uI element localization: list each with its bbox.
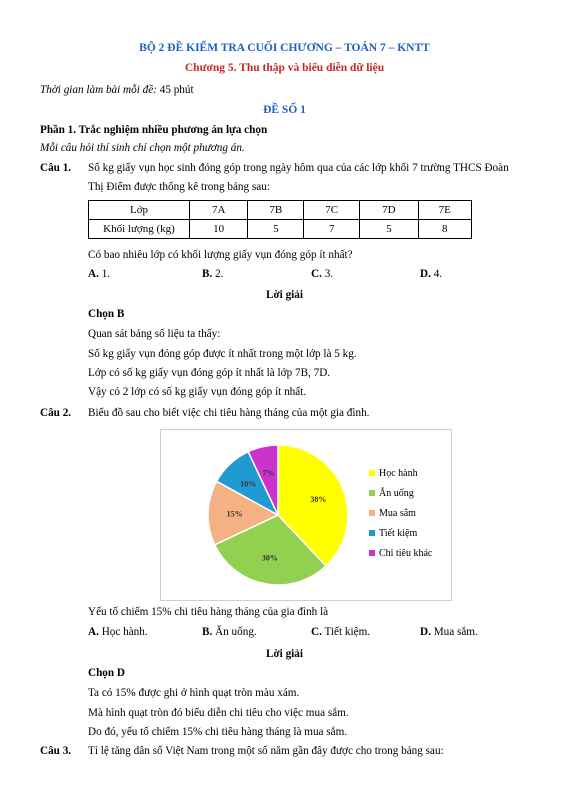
q2-answer: Chọn D — [88, 667, 125, 679]
table-cell: 7D — [360, 201, 418, 220]
q1-solution-line: Vậy có 2 lớp có số kg giấy vụn đóng góp ít nhất. — [88, 386, 307, 398]
option-key: A. — [88, 268, 99, 280]
q3-text: Tỉ lệ tăng dân số Việt Nam trong một số năm gần đây được cho trong bảng sau: — [88, 745, 444, 757]
q2-text: Biểu đồ sau cho biết việc chi tiêu hàng tháng của một gia đình. — [88, 407, 370, 419]
option-text: 4. — [433, 268, 443, 280]
legend-label: Ăn uống — [379, 488, 414, 499]
part1-title: Phần 1. Trắc nghiệm nhiều phương án lựa chọn — [40, 124, 268, 136]
q1-option-d[interactable] — [420, 268, 442, 280]
q1-answer: Chọn B — [88, 308, 125, 320]
legend-swatch — [369, 490, 375, 496]
table-cell: Lớp — [89, 201, 190, 220]
table-cell: 7C — [304, 201, 360, 220]
option-text: Ăn uống. — [215, 626, 257, 638]
option-text: 1. — [101, 268, 111, 280]
option-text: 2. — [215, 268, 224, 280]
option-key: D. — [420, 268, 431, 280]
q1-option-c[interactable] — [311, 268, 333, 280]
option-text: Tiết kiệm. — [324, 626, 371, 638]
q1-label: Câu 1. — [40, 162, 72, 174]
q2-option-c[interactable] — [311, 626, 370, 638]
q1-solution-line: Quan sát bảng số liệu ta thấy: — [88, 328, 221, 340]
option-text: 3. — [324, 268, 334, 280]
pie-data-label: 30% — [261, 553, 278, 563]
table-cell: 7A — [190, 201, 248, 220]
pie-chart-frame — [160, 429, 452, 601]
q1-table — [88, 200, 472, 239]
pie-chart — [161, 430, 451, 600]
option-text: Học hành. — [101, 626, 148, 638]
q2-option-a[interactable] — [88, 626, 148, 638]
legend-label: Tiết kiệm — [379, 528, 418, 539]
q2-label: Câu 2. — [40, 407, 72, 419]
q1-text-line1: Số kg giấy vụn học sinh đóng góp trong ngày hôm qua của các lớp khối 7 trường THCS Đoàn — [88, 162, 509, 174]
option-key: D. — [420, 626, 431, 638]
table-cell: 10 — [190, 220, 248, 239]
time-line — [40, 84, 194, 96]
q1-solution-title: Lời giải — [266, 289, 303, 301]
exam-title: ĐỀ SỐ 1 — [263, 104, 306, 116]
option-key: A. — [88, 626, 99, 638]
chapter-title: Chương 5. Thu thập và biểu diễn dữ liệu — [184, 62, 385, 74]
q1-option-b[interactable] — [202, 268, 223, 280]
legend-swatch — [369, 550, 375, 556]
q2-option-d[interactable] — [420, 626, 478, 638]
q1-solution-line: Số kg giấy vụn đóng góp được ít nhất trong một lớp là 5 kg. — [88, 348, 357, 360]
table-cell: Khối lượng (kg) — [89, 220, 190, 239]
time-value: 45 phút — [159, 84, 194, 96]
option-key: B. — [202, 268, 213, 280]
q1-option-a[interactable] — [88, 268, 110, 280]
q2-question: Yếu tố chiếm 15% chi tiêu hàng tháng của gia đình là — [88, 606, 329, 618]
q2-solution-line: Ta có 15% được ghi ở hình quạt tròn màu xám. — [88, 687, 300, 699]
part1-note: Mỗi câu hỏi thí sinh chỉ chọn một phương án. — [40, 142, 245, 154]
pie-data-label: 7% — [262, 468, 275, 478]
document-title: BỘ 2 ĐỀ KIỂM TRA CUỐI CHƯƠNG – TOÁN 7 – KNTT — [139, 42, 430, 54]
q2-option-b[interactable] — [202, 626, 257, 638]
q2-solution-title: Lời giải — [266, 648, 303, 660]
pie-data-label: 15% — [226, 509, 243, 519]
option-key: C. — [311, 268, 322, 280]
time-label: Thời gian làm bài mỗi đề: — [40, 84, 157, 96]
option-key: C. — [311, 626, 322, 638]
legend-label: Chi tiêu khác — [379, 548, 433, 559]
legend-swatch — [369, 530, 375, 536]
table-cell: 8 — [418, 220, 471, 239]
q2-solution-line: Do đó, yếu tố chiếm 15% chi tiêu hàng tháng là mua sắm. — [88, 726, 348, 738]
pie-data-label: 10% — [240, 479, 257, 489]
q1-text-line2: Thị Điểm được thống kê trong bảng sau: — [88, 181, 270, 193]
option-text: Mua sắm. — [433, 626, 478, 638]
legend-label: Mua sắm — [379, 508, 416, 519]
table-row — [89, 220, 472, 239]
q1-question: Có bao nhiêu lớp có khối lượng giấy vụn đóng góp ít nhất? — [88, 249, 353, 261]
pie-data-label: 38% — [310, 495, 327, 505]
q1-solution-line: Lớp có số kg giấy vụn đóng góp ít nhất là lớp 7B, 7D. — [88, 367, 331, 379]
table-cell: 5 — [360, 220, 418, 239]
table-cell: 7 — [304, 220, 360, 239]
legend-swatch — [369, 470, 375, 476]
table-row — [89, 201, 472, 220]
legend-swatch — [369, 510, 375, 516]
q2-solution-line: Mà hình quạt tròn đó biểu diễn chi tiêu cho việc mua sắm. — [88, 707, 349, 719]
option-key: B. — [202, 626, 213, 638]
table-cell: 5 — [248, 220, 304, 239]
q3-label: Câu 3. — [40, 745, 72, 757]
table-cell: 7B — [248, 201, 304, 220]
table-cell: 7E — [418, 201, 471, 220]
legend-label: Học hành — [379, 468, 418, 479]
